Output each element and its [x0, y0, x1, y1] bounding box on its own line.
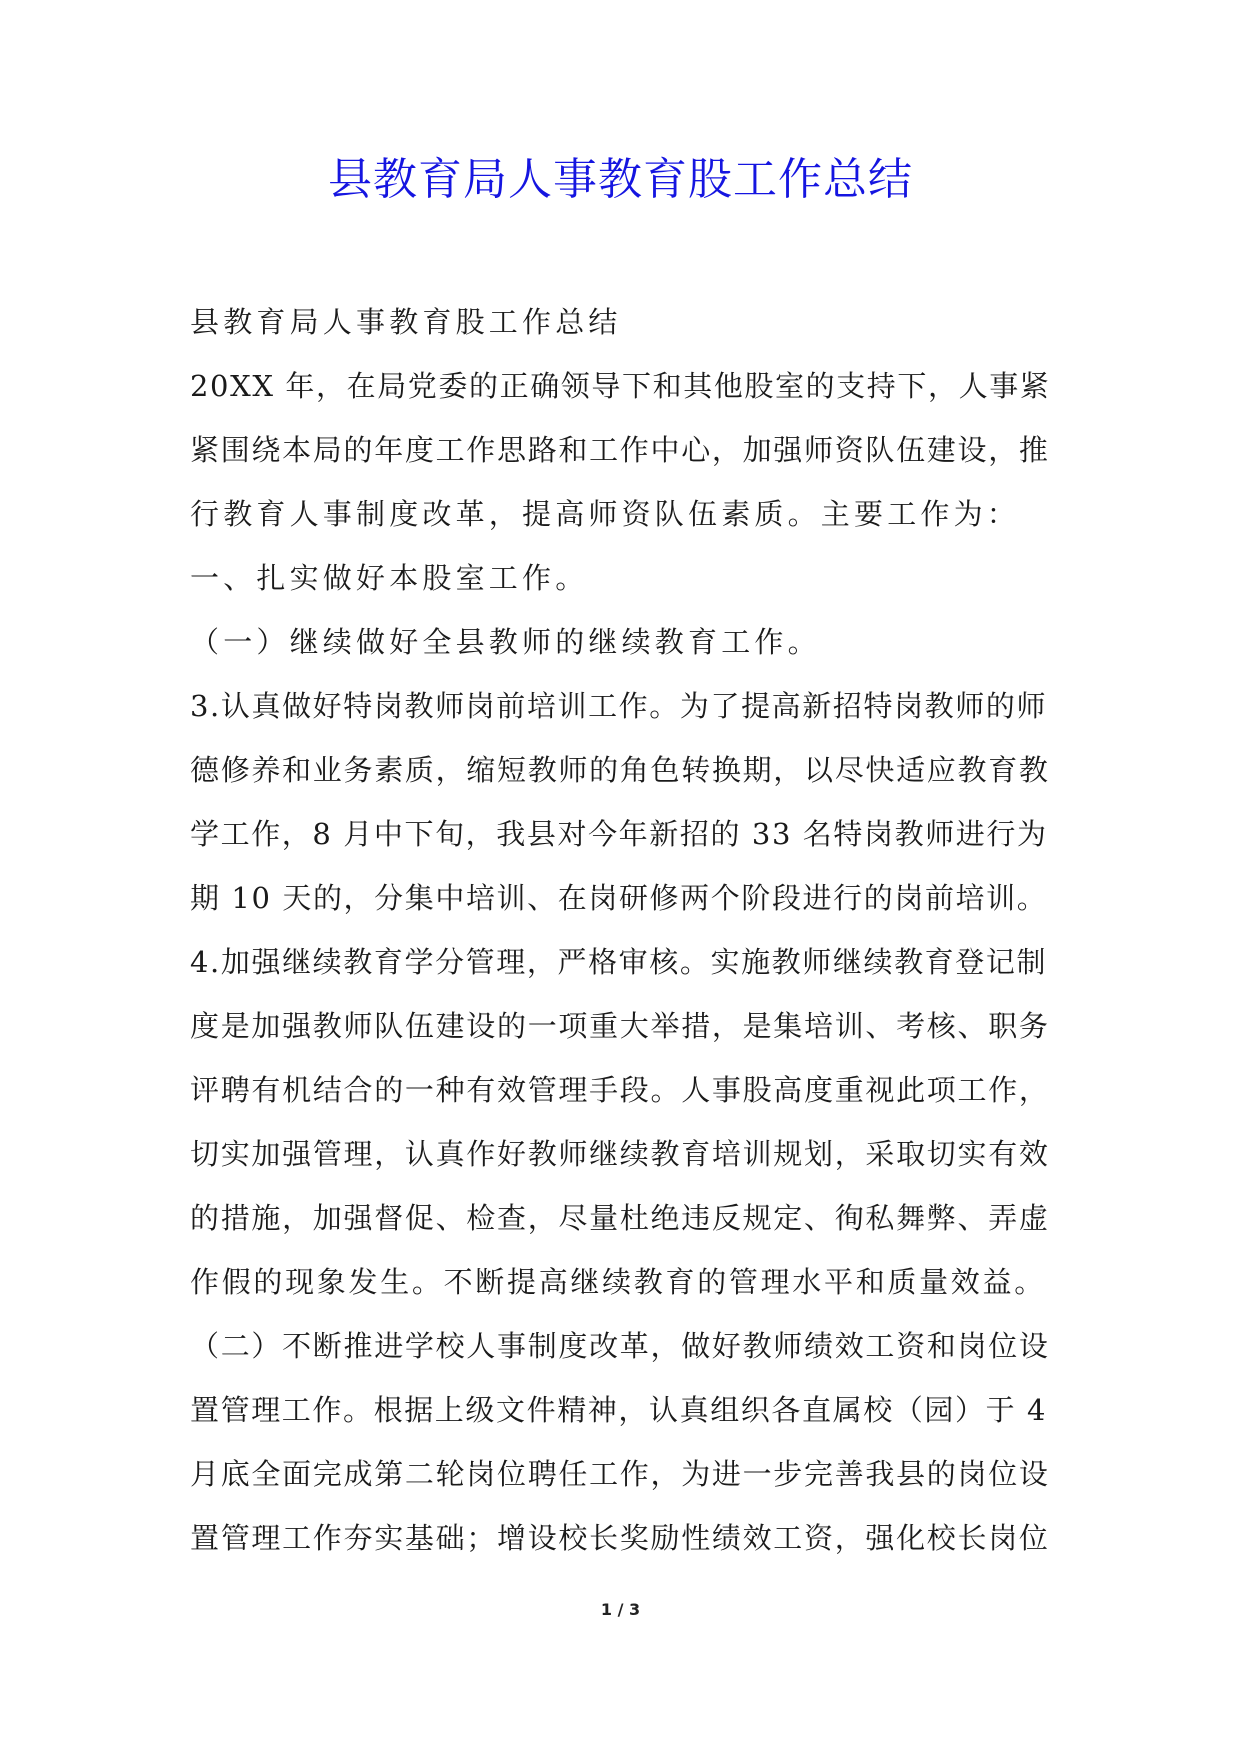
body-line: 置管理工作。根据上级文件精神，认真组织各直属校（园）于 4: [190, 1393, 1048, 1427]
body-line: 紧围绕本局的年度工作思路和工作中心，加强师资队伍建设，推: [190, 433, 1050, 467]
body-line: 20XX 年，在局党委的正确领导下和其他股室的支持下，人事紧: [190, 369, 1051, 403]
body-line: 的措施，加强督促、检查，尽量杜绝违反规定、徇私舞弊、弄虚: [190, 1201, 1050, 1235]
section-heading: 一、扎实做好本股室工作。: [190, 561, 589, 595]
body-line: 德修养和业务素质，缩短教师的角色转换期，以尽快适应教育教: [190, 753, 1050, 787]
body-line: 月底全面完成第二轮岗位聘任工作，为进一步完善我县的岗位设: [190, 1457, 1050, 1491]
body-line: 作假的现象发生。不断提高继续教育的管理水平和质量效益。: [190, 1265, 1046, 1299]
body-line: 置管理工作夯实基础；增设校长奖励性绩效工资，强化校长岗位: [190, 1521, 1050, 1555]
body-line: 学工作，8 月中下旬，我县对今年新招的 33 名特岗教师进行为: [190, 817, 1048, 851]
body-line: 评聘有机结合的一种有效管理手段。人事股高度重视此项工作，: [190, 1073, 1050, 1107]
body-line: 4.加强继续教育学分管理，严格审核。实施教师继续教育登记制: [190, 945, 1048, 979]
body-line: 切实加强管理，认真作好教师继续教育培训规划，采取切实有效: [190, 1137, 1050, 1171]
body-line: 期 10 天的，分集中培训、在岗研修两个阶段进行的岗前培训。: [190, 881, 1048, 915]
page-number: 1 / 3: [600, 1600, 641, 1619]
body-line: 3.认真做好特岗教师岗前培训工作。为了提高新招特岗教师的师: [190, 689, 1048, 723]
subsection-heading: （一）继续做好全县教师的继续教育工作。: [190, 625, 821, 659]
page-title: 县教育局人事教育股工作总结: [328, 154, 913, 205]
subsection-heading: （二）不断推进学校人事制度改革，做好教师绩效工资和岗位设: [190, 1329, 1050, 1363]
document-body: [190, 290, 1052, 1570]
body-line: 度是加强教师队伍建设的一项重大举措，是集培训、考核、职务: [190, 1009, 1050, 1043]
body-line: 行教育人事制度改革，提高师资队伍素质。主要工作为：: [190, 497, 1021, 531]
body-line-subtitle: 县教育局人事教育股工作总结: [190, 305, 622, 339]
